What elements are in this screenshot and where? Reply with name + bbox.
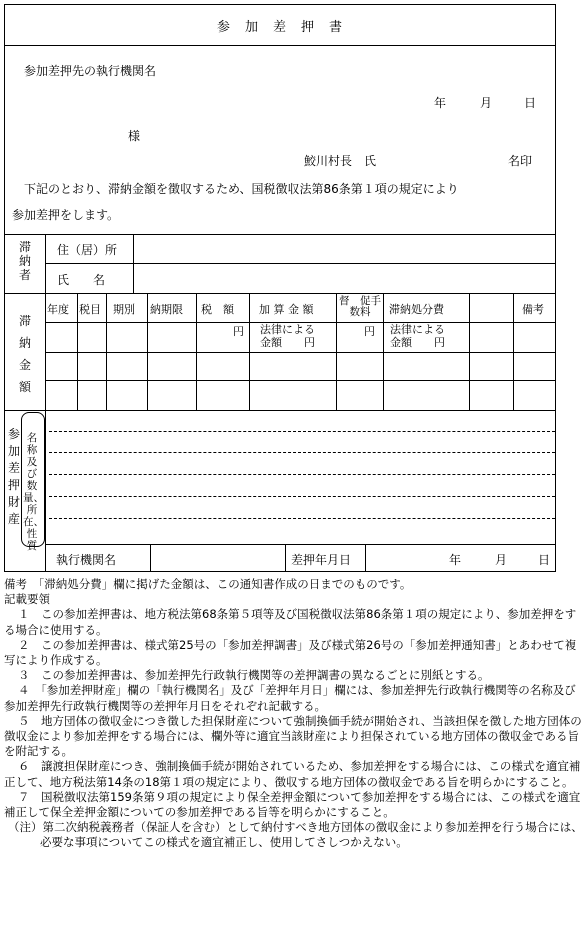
col-divider <box>513 293 514 411</box>
title-divider <box>4 45 556 46</box>
debtor-row-divider <box>45 263 556 264</box>
seize-month: 月 <box>495 553 508 567</box>
seize-year: 年 <box>449 553 462 567</box>
amount-divider <box>4 410 556 411</box>
seize-day: 日 <box>538 553 551 567</box>
amount-row-2 <box>45 380 556 381</box>
recipient-label: 参加差押先の執行機関名 <box>24 64 157 78</box>
shobun-legal-1: 法律による <box>390 323 445 336</box>
document-title: 参 加 差 押 書 <box>216 20 343 35</box>
body-line-1: 下記のとおり、滞納金額を徴収するため、国税徴収法第86条第１項の規定により <box>24 182 459 196</box>
instructions-title: 記載要領 <box>4 592 50 607</box>
col-header-remarks: 備考 <box>522 303 544 316</box>
kasan-legal-2: 金額 円 <box>260 336 315 349</box>
instruction-item: ５ 地方団体の徴収金につき徴した担保財産について強制換価手続が開始され、当該担保を徴した地方団体の徴収金により参加差押をする場合には、欄外等に適宜当該財産により担保されている地方団体の徴収金である旨を附記する。 <box>4 713 582 759</box>
address-label: 住（居）所 <box>57 243 118 257</box>
instruction-item: ３ この参加差押書は、参加差押先行政執行機関等の差押調書の異なるごとに別紙とする。 <box>18 668 490 683</box>
kasan-legal-1: 法律による <box>260 323 315 336</box>
col-header-additional: 加 算 金 額 <box>259 303 314 316</box>
col-divider <box>249 293 250 411</box>
property-line <box>49 452 555 453</box>
col-header-due-date: 納期限 <box>150 303 183 316</box>
col-header-fee: 督 促手数料 <box>339 295 381 318</box>
property-section-label: 参加差押財産 <box>7 427 20 526</box>
issuer-name: 鮫川村長 氏 <box>304 154 377 168</box>
footnote: （注）第二次納税義務者（保証人を含む）として納付すべき地方団体の徴収金により参加差押を行う場合には、必要な事項についてこの様式を適宜補正し、使用してさしつかえない。 <box>8 820 583 850</box>
property-line <box>49 474 555 475</box>
col-divider <box>469 293 470 411</box>
footer-col-divider <box>150 544 151 572</box>
seize-date-label: 差押年月日 <box>291 553 352 567</box>
footer-col-divider <box>365 544 366 572</box>
body-line-2: 参加差押をします。 <box>12 208 120 222</box>
fee-yen: 円 <box>364 325 375 338</box>
col-header-disposition: 滞納処分費 <box>389 303 444 316</box>
date-year: 年 <box>434 96 447 110</box>
name-label: 氏 名 <box>57 273 106 287</box>
debtor-divider <box>4 293 556 294</box>
col-divider <box>336 293 337 411</box>
debtor-section-label: 滞納者 <box>18 240 31 282</box>
date-day: 日 <box>524 96 537 110</box>
shobun-legal-2: 金額 円 <box>390 336 445 349</box>
date-month: 月 <box>480 96 493 110</box>
col-header-period: 期別 <box>113 303 135 316</box>
property-line <box>49 431 555 432</box>
honorific: 様 <box>128 129 141 143</box>
col-header-tax-amount: 税 額 <box>201 303 234 316</box>
seal-mark: 名印 <box>508 154 533 168</box>
footer-col-divider <box>285 544 286 572</box>
footer-divider <box>45 544 556 545</box>
col-divider <box>147 293 148 411</box>
property-line <box>49 518 555 519</box>
property-sublabel: 名称及び数量、所在、性質 <box>23 432 44 552</box>
frame-left <box>4 4 5 572</box>
frame-bottom <box>4 571 556 572</box>
tax-yen: 円 <box>233 325 244 338</box>
property-line <box>49 496 555 497</box>
col-divider <box>106 293 107 411</box>
amount-row-1 <box>45 352 556 353</box>
col-header-tax-item: 税目 <box>79 303 101 316</box>
instruction-item: ７ 国税徴収法第159条第９項の規定により保全差押金額について参加差押をする場合には、この様式を適宜補正して保全差押金額についての参加差押である旨等を明らかにすること。 <box>4 789 581 820</box>
agency-label: 執行機関名 <box>56 553 117 567</box>
col-divider <box>383 293 384 411</box>
header-divider <box>4 234 556 235</box>
col-divider <box>196 293 197 411</box>
remarks-note: 備考 「滞納処分費」欄に掲げた金額は、この通知書作成の日までのものです。 <box>4 577 412 591</box>
amount-section-label: 滞納金額 <box>18 314 31 394</box>
instruction-item: １ この参加差押書は、地方税法第68条第５項等及び国税徴収法第86条第１項の規定により、参加差押をする場合に使用する。 <box>4 607 577 637</box>
frame-top <box>4 4 556 5</box>
instruction-item: ４ 「参加差押財産」欄の「執行機関名」及び「差押年月日」欄には、参加差押先行政執行機関等の名称及び参加差押先行政執行機関等の差押年月日をそれぞれ記載する。 <box>4 683 576 713</box>
instruction-item: ２ この参加差押書は、様式第25号の「参加差押調書」及び様式第26号の「参加差押通知書」とあわせて複写により作成する。 <box>4 637 577 668</box>
col-divider <box>77 293 78 411</box>
col-header-year: 年度 <box>47 303 69 316</box>
notes-block <box>0 577 583 851</box>
instruction-item: ６ 譲渡担保財産につき、強制換価手続が開始されているため、参加差押をする場合には、この様式を適宜補正して、地方税法第14条の18第１項の規定により、徴収する地方団体の徴収金である旨を明らかにすること。 <box>4 759 581 789</box>
section-label-divider <box>45 234 46 572</box>
frame-right <box>555 4 556 572</box>
